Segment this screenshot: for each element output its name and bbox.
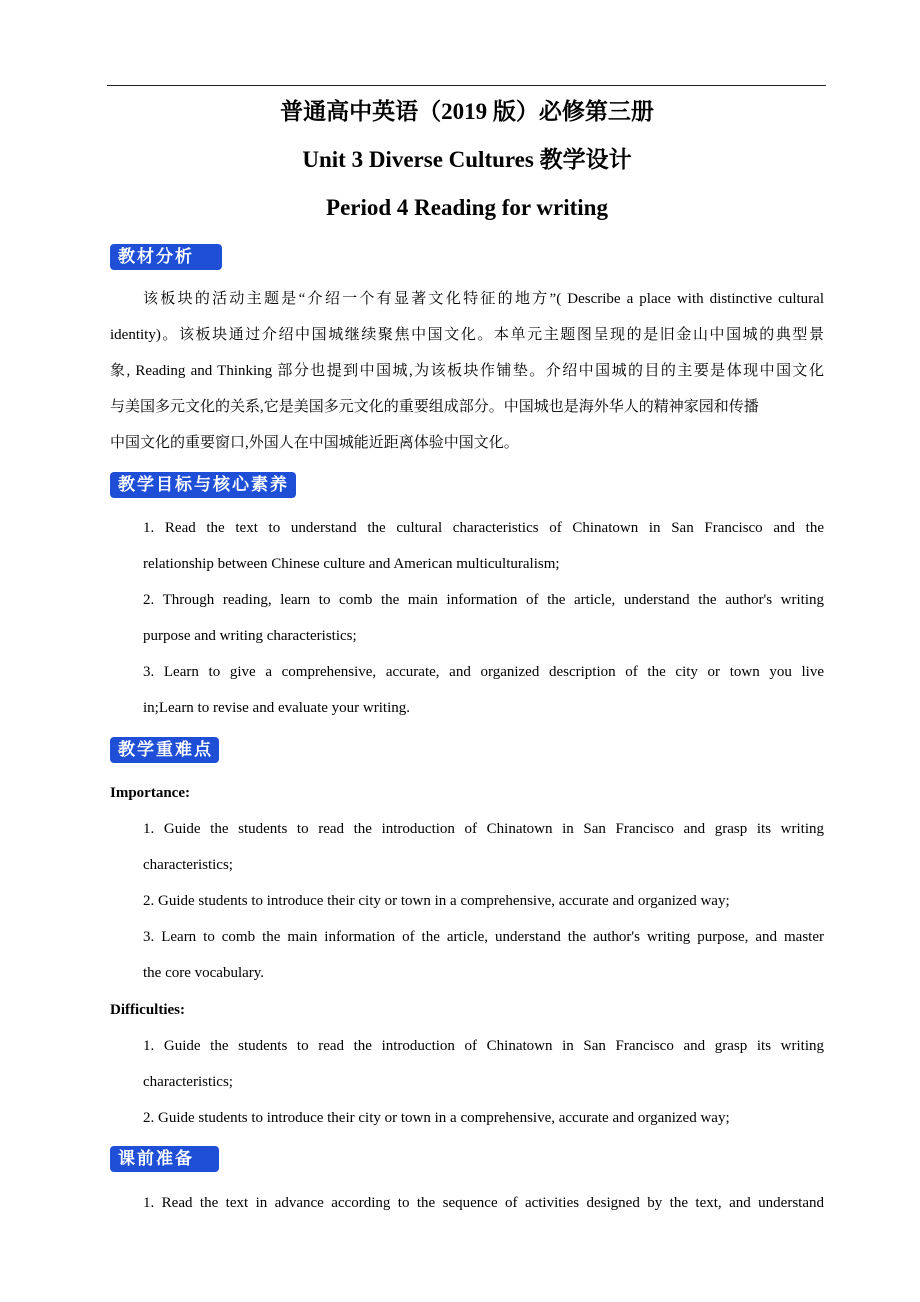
- analysis-line: identity)。该板块通过介绍中国城继续聚焦中国文化。本单元主题图呈现的是旧金山中国城的典型景: [110, 327, 824, 343]
- importance-line: the core vocabulary.: [143, 965, 265, 981]
- doc-title-textbook: 普通高中英语（2019 版）必修第三册: [280, 99, 654, 124]
- analysis-line: 中国文化的重要窗口,外国人在中国城能近距离体验中国文化。: [110, 435, 519, 451]
- doc-title-unit: Unit 3 Diverse Cultures 教学设计: [302, 147, 632, 172]
- importance-heading: Importance:: [110, 785, 190, 801]
- difficulties-line: 2. Guide students to introduce their city or town in a comprehensive, accurate and organized way;: [143, 1110, 730, 1126]
- objective-line: relationship between Chinese culture and American multiculturalism;: [143, 556, 560, 572]
- section-badge-textbook-analysis: 教材分析: [110, 244, 222, 270]
- importance-line: 3. Learn to comb the main information of the article, understand the author's writing purpose, and master: [143, 929, 824, 945]
- objective-line: 2. Through reading, learn to comb the main information of the article, understand the author's writing: [143, 592, 824, 608]
- difficulties-heading: Difficulties:: [110, 1002, 185, 1018]
- doc-title-period: Period 4 Reading for writing: [326, 195, 608, 220]
- difficulties-line: 1. Guide the students to read the introduction of Chinatown in San Francisco and grasp its writing: [143, 1038, 824, 1054]
- analysis-line: 该板块的活动主题是“介绍一个有显著文化特征的地方”( Describe a place with distinctive cultural: [143, 291, 824, 307]
- preparation-line: 1. Read the text in advance according to the sequence of activities designed by the text, and understand: [143, 1195, 824, 1211]
- section-badge-objectives: 教学目标与核心素养: [110, 472, 296, 498]
- objective-line: 3. Learn to give a comprehensive, accurate, and organized description of the city or town you live: [143, 664, 824, 680]
- importance-line: 2. Guide students to introduce their city or town in a comprehensive, accurate and organized way;: [143, 893, 730, 909]
- section-badge-preparation: 课前准备: [110, 1146, 219, 1172]
- importance-line: 1. Guide the students to read the introduction of Chinatown in San Francisco and grasp its writing: [143, 821, 824, 837]
- section-badge-key-points: 教学重难点: [110, 737, 219, 763]
- header-rule: [107, 85, 826, 86]
- objective-line: in;Learn to revise and evaluate your writing.: [143, 700, 410, 716]
- analysis-line: 与美国多元文化的关系,它是美国多元文化的重要组成部分。中国城也是海外华人的精神家园和传播: [110, 399, 759, 415]
- objective-line: purpose and writing characteristics;: [143, 628, 357, 644]
- difficulties-line: characteristics;: [143, 1074, 233, 1090]
- analysis-line: 象, Reading and Thinking 部分也提到中国城,为该板块作铺垫。介绍中国城的目的主要是体现中国文化: [110, 363, 824, 379]
- importance-line: characteristics;: [143, 857, 233, 873]
- objective-line: 1. Read the text to understand the cultural characteristics of Chinatown in San Francisco and the: [143, 520, 824, 536]
